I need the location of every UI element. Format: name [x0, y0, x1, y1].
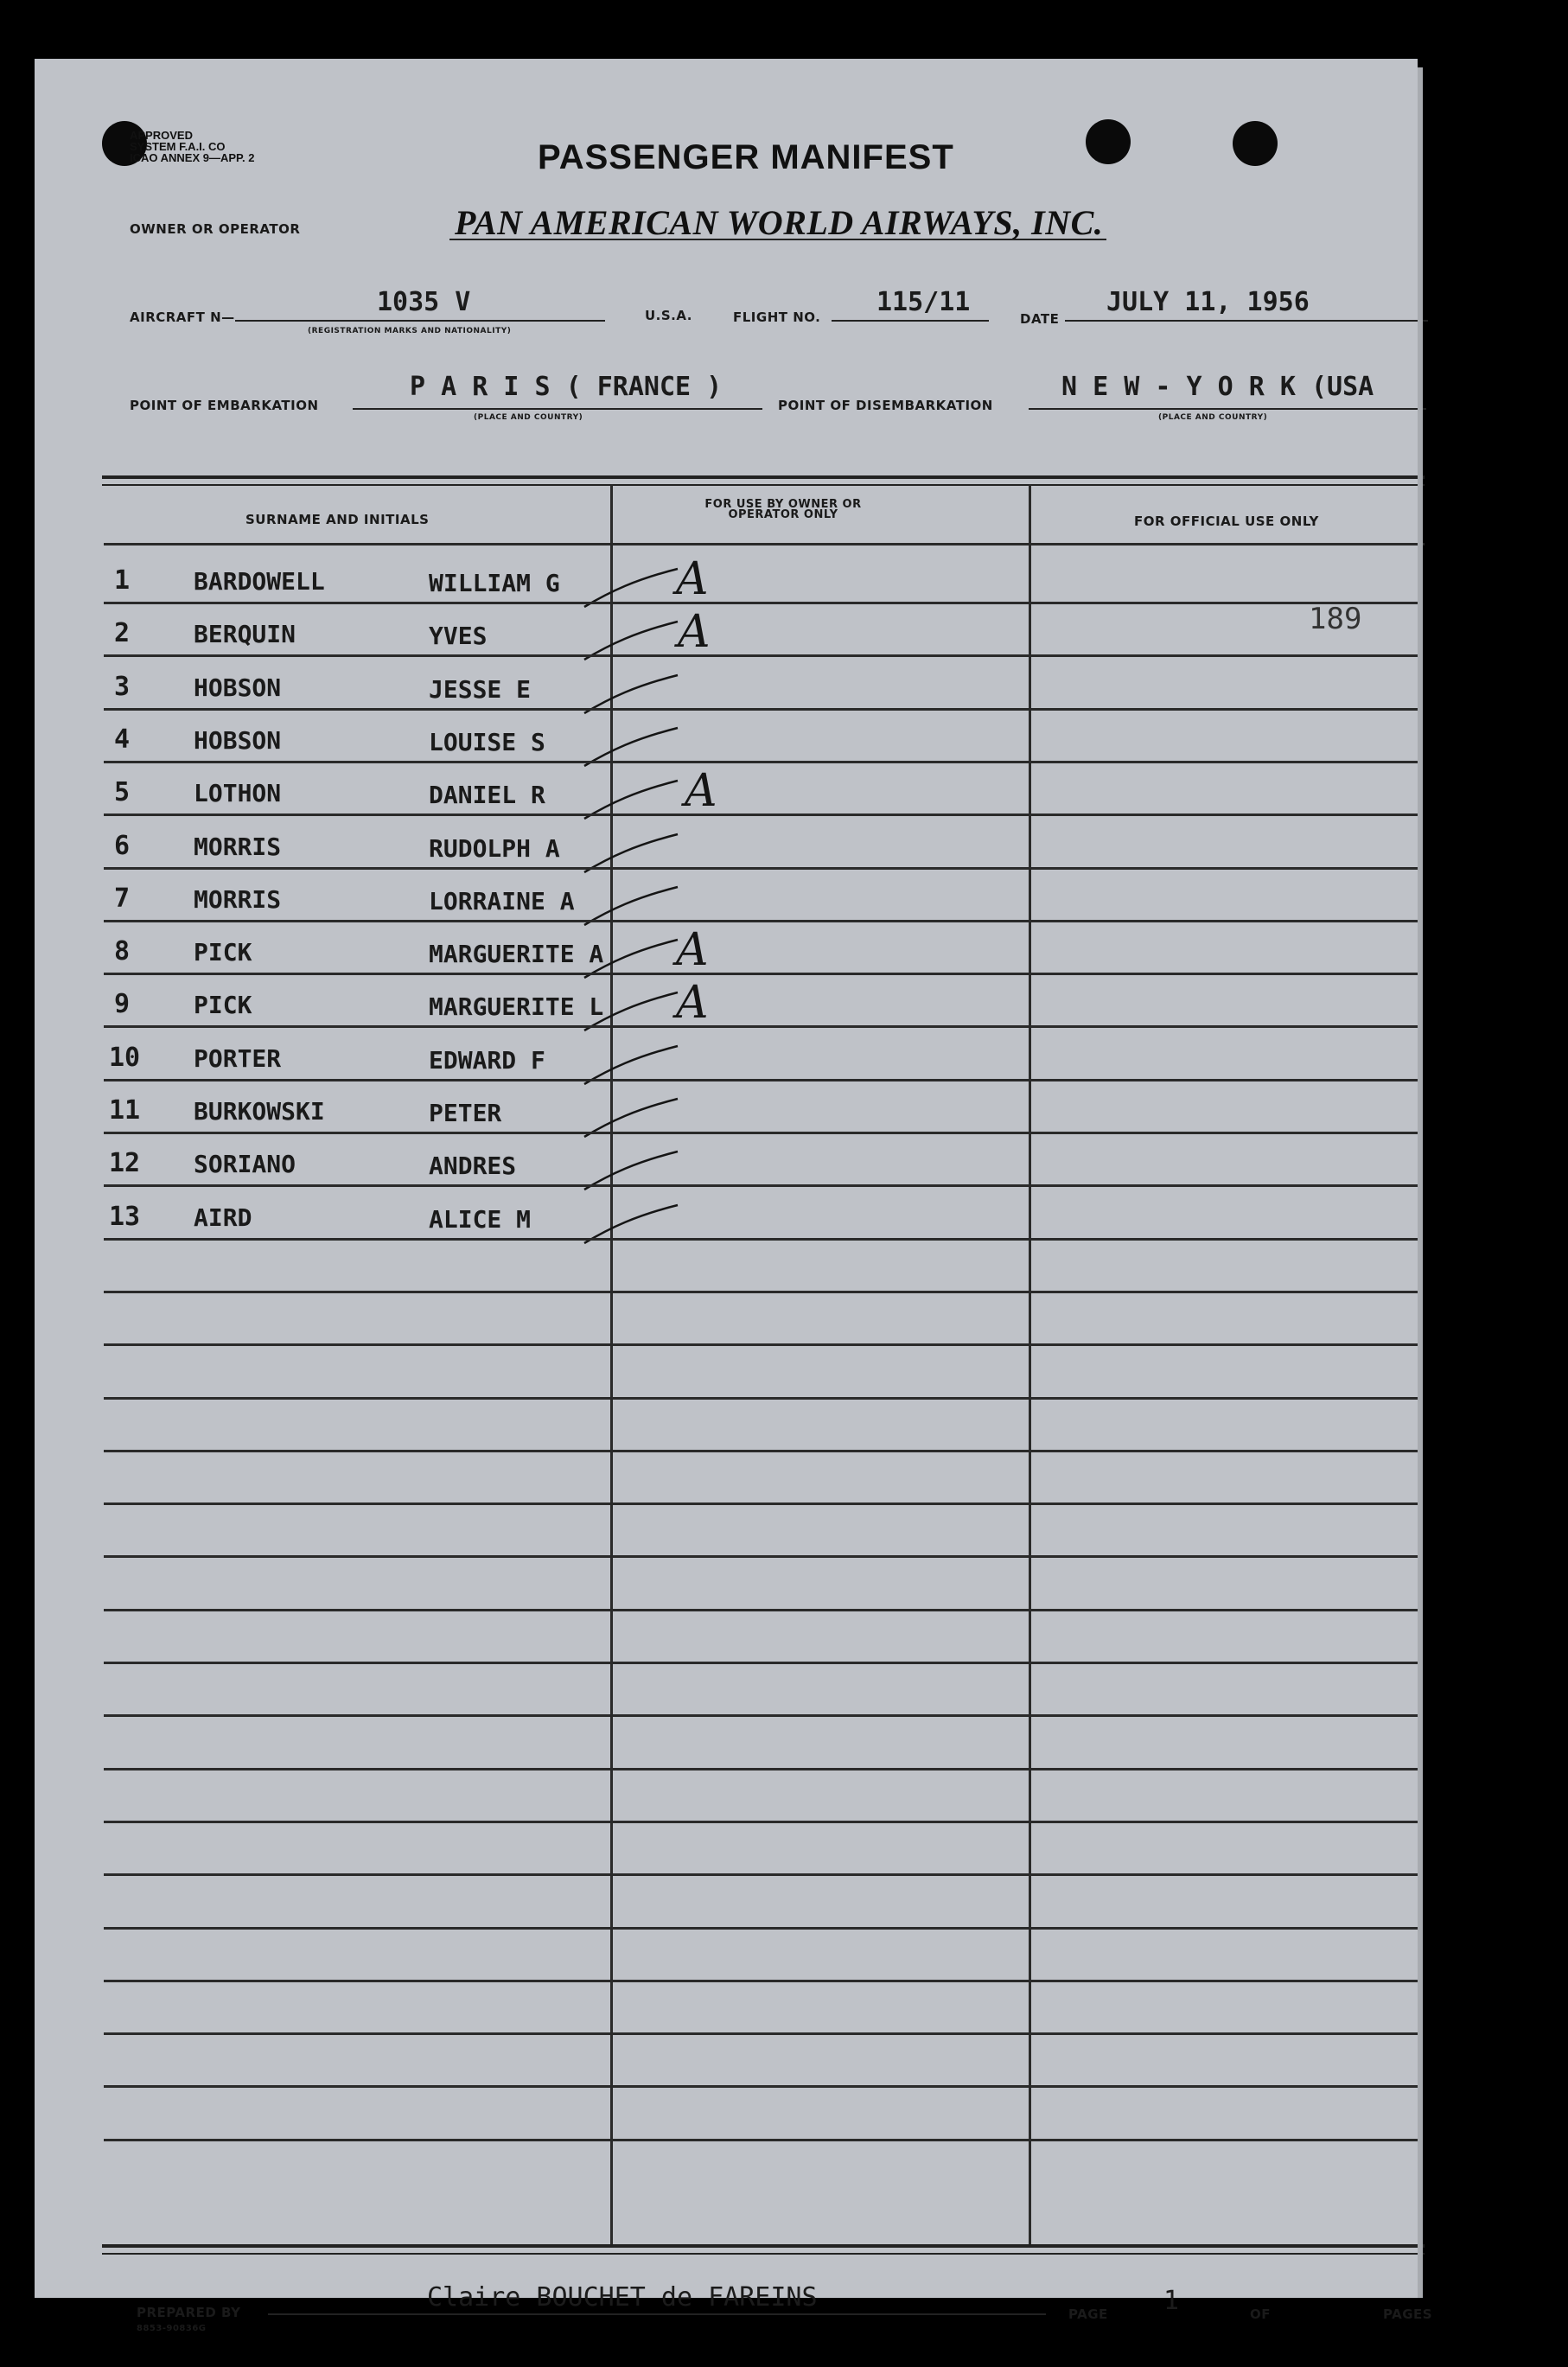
check-mark-slash	[576, 1094, 697, 1145]
handwritten-mark: A	[676, 553, 709, 605]
passenger-number: 13	[109, 1201, 141, 1232]
passenger-given-names: LORRAINE A	[429, 886, 575, 916]
approval-stamp	[130, 130, 255, 163]
row-rule	[104, 1079, 1418, 1081]
passenger-number: 7	[114, 883, 131, 914]
punch-hole	[1233, 121, 1278, 166]
passenger-given-names: WILLIAM G	[429, 569, 560, 597]
row-rule	[104, 1768, 1418, 1770]
approval-line: APPROVED	[130, 129, 193, 142]
passenger-surname: BARDOWELL	[194, 567, 325, 596]
passenger-number: 5	[114, 777, 131, 808]
flight-underline	[832, 320, 989, 322]
passenger-number: 11	[109, 1095, 141, 1126]
row-rule	[104, 1662, 1418, 1664]
approval-line: SYSTEM F.A.I. CO	[130, 140, 226, 153]
row-rule	[104, 1980, 1418, 1982]
prepared-label: PREPARED BY	[137, 2305, 241, 2320]
row-rule	[104, 761, 1418, 763]
col-header-names: SURNAME AND INITIALS	[245, 512, 430, 527]
passenger-number: 9	[114, 989, 131, 1020]
embark-value: P A R I S ( FRANCE )	[410, 372, 723, 402]
row-rule	[104, 2085, 1418, 2088]
passenger-number: 1	[114, 565, 131, 596]
flight-value: 115/11	[876, 287, 971, 317]
check-mark-slash	[576, 1041, 697, 1093]
flight-label: FLIGHT NO.	[733, 309, 821, 325]
row-rule	[104, 1927, 1418, 1930]
passenger-number: 8	[114, 936, 131, 967]
passenger-surname: MORRIS	[194, 832, 282, 861]
owner-underline	[449, 239, 1106, 240]
passenger-number: 10	[109, 1042, 141, 1073]
handwritten-mark: A	[678, 606, 711, 659]
disembark-underline	[1029, 408, 1426, 410]
aircraft-sublabel: (REGISTRATION MARKS AND NATIONALITY)	[308, 327, 512, 335]
passenger-number: 2	[114, 618, 131, 649]
row-rule	[104, 1873, 1418, 1876]
row-rule	[104, 1184, 1418, 1187]
passenger-surname: PORTER	[194, 1043, 282, 1073]
passenger-given-names: DANIEL R	[429, 781, 545, 810]
owner-label: OWNER OR OPERATOR	[130, 221, 301, 237]
of-label: OF	[1250, 2306, 1271, 2322]
usa-label: U.S.A.	[645, 308, 692, 323]
passenger-number: 12	[109, 1148, 141, 1179]
row-rule	[104, 920, 1418, 922]
row-rule	[104, 973, 1418, 975]
disembark-label: POINT OF DISEMBARKATION	[778, 398, 993, 413]
pages-label: PAGES	[1383, 2306, 1433, 2322]
row-rule	[104, 1132, 1418, 1134]
prepared-underline	[268, 2313, 1046, 2315]
passenger-surname: AIRD	[194, 1203, 252, 1232]
disembark-sublabel: (PLACE AND COUNTRY)	[1158, 413, 1268, 422]
row-rule	[104, 602, 1418, 604]
passenger-surname: PICK	[194, 938, 252, 967]
passenger-surname: SORIANO	[194, 1150, 296, 1179]
check-mark-slash	[576, 723, 697, 775]
date-underline	[1065, 320, 1428, 322]
check-mark-slash	[576, 1146, 697, 1198]
disembark-value: N E W - Y O R K (USA	[1061, 372, 1374, 402]
row-rule	[104, 1821, 1418, 1823]
row-rule	[104, 1238, 1418, 1241]
prepared-value: Claire BOUCHET de FAREINS	[427, 2282, 818, 2313]
passenger-given-names: JESSE E	[429, 674, 532, 704]
table-top-rule	[102, 484, 1425, 486]
table-bottom-rule	[102, 2253, 1425, 2255]
handwritten-mark: A	[676, 924, 709, 977]
check-mark-slash	[576, 775, 697, 827]
passenger-number: 4	[114, 724, 131, 755]
official-note: 189	[1309, 602, 1362, 636]
handwritten-mark: A	[676, 977, 709, 1030]
col-header-owner: FOR USE BY OWNER OR OPERATOR ONLY	[704, 498, 862, 521]
row-rule	[104, 2032, 1418, 2035]
passenger-surname: LOTHON	[194, 779, 282, 808]
row-rule	[104, 813, 1418, 816]
passenger-given-names: RUDOLPH A	[429, 833, 560, 863]
passenger-given-names: LOUISE S	[429, 727, 545, 756]
passenger-given-names: EDWARD F	[429, 1045, 545, 1075]
embark-sublabel: (PLACE AND COUNTRY)	[474, 413, 583, 422]
passenger-given-names: YVES	[429, 622, 488, 651]
page-title: PASSENGER MANIFEST	[538, 138, 954, 176]
row-rule	[104, 1450, 1418, 1452]
page-value: 1	[1163, 2286, 1180, 2316]
row-rule	[104, 1555, 1418, 1558]
row-rule	[104, 1343, 1418, 1346]
passenger-surname: PICK	[194, 991, 252, 1020]
passenger-surname: HOBSON	[194, 725, 282, 755]
aircraft-value: 1035 V	[377, 287, 471, 317]
passenger-surname: MORRIS	[194, 884, 282, 914]
row-rule	[104, 1714, 1418, 1717]
row-rule	[104, 1609, 1418, 1611]
check-mark-slash	[576, 1200, 697, 1252]
passenger-surname: HOBSON	[194, 673, 282, 702]
passenger-given-names: MARGUERITE L	[429, 992, 604, 1022]
passenger-number: 6	[114, 830, 131, 861]
passenger-given-names: MARGUERITE A	[429, 940, 604, 969]
passenger-given-names: ANDRES	[429, 1152, 517, 1181]
row-rule	[104, 1291, 1418, 1293]
row-rule	[104, 867, 1418, 870]
col-header-official: FOR OFFICIAL USE ONLY	[1134, 514, 1319, 529]
passenger-number: 3	[114, 671, 131, 702]
passenger-surname: BERQUIN	[194, 620, 296, 649]
date-label: DATE	[1020, 311, 1060, 327]
row-rule	[104, 1503, 1418, 1505]
page-label: PAGE	[1068, 2306, 1108, 2322]
handwritten-mark: A	[685, 765, 717, 818]
date-value: JULY 11, 1956	[1106, 287, 1310, 317]
passenger-surname: BURKOWSKI	[194, 1097, 325, 1126]
embark-label: POINT OF EMBARKATION	[130, 398, 319, 413]
row-rule	[104, 1397, 1418, 1400]
aircraft-underline	[235, 320, 605, 322]
owner-value: PAN AMERICAN WORLD AIRWAYS, INC.	[455, 203, 1104, 242]
check-mark-slash	[576, 829, 697, 881]
aircraft-label: AIRCRAFT N—	[130, 309, 235, 325]
approval-line: ICAO ANNEX 9—APP. 2	[130, 151, 255, 164]
passenger-given-names: ALICE M	[429, 1204, 532, 1234]
column-divider	[1029, 484, 1031, 2248]
form-code: 8853-90836G	[137, 2324, 207, 2333]
scan-edge	[1418, 67, 1423, 2298]
passenger-given-names: PETER	[429, 1099, 502, 1127]
table-bottom-rule	[102, 2244, 1425, 2248]
row-rule	[104, 654, 1418, 657]
embark-underline	[353, 408, 762, 410]
row-rule	[104, 1025, 1418, 1028]
row-rule	[104, 2139, 1418, 2141]
punch-hole	[1086, 119, 1131, 164]
table-top-rule	[102, 475, 1425, 479]
row-rule	[104, 708, 1418, 711]
check-mark-slash	[576, 670, 697, 722]
header-rule	[104, 543, 1425, 545]
